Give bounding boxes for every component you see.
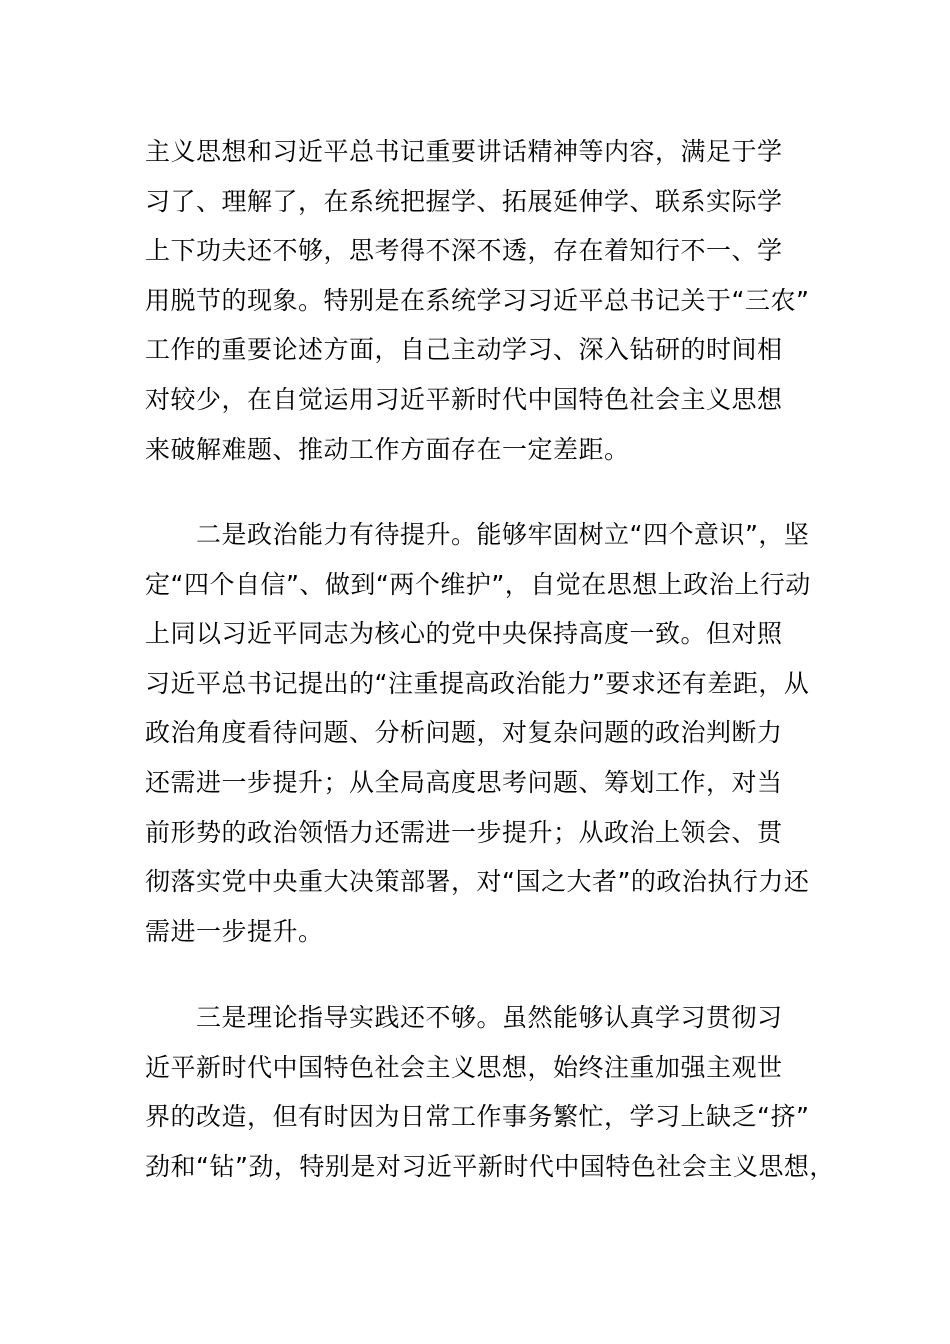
text-line: 彻落实党中央重大决策部署，对“国之大者”的政治执行力还 — [145, 867, 810, 897]
text-line: 还需进一步提升；从全局高度思考问题、筹划工作，对当 — [145, 767, 783, 797]
text-line: 近平新时代中国特色社会主义思想，始终注重加强主观世 — [145, 1052, 783, 1082]
text-line: 政治角度看待问题、分析问题，对复杂问题的政治判断力 — [145, 718, 783, 748]
text-line: 劲和“钻”劲，特别是对习近平新时代中国特色社会主义思想， — [145, 1151, 835, 1181]
text-line: 三是理论指导实践还不够。虽然能够认真学习贯彻习 — [145, 1003, 783, 1032]
text-line: 上下功夫还不够，思考得不深不透，存在着知行不一、学 — [145, 236, 783, 266]
text-line: 上同以习近平同志为核心的党中央保持高度一致。但对照 — [145, 619, 783, 649]
text-line: 需进一步提升。 — [145, 916, 324, 946]
text-line: 二是政治能力有待提升。能够牢固树立“四个意识”，坚 — [145, 520, 810, 549]
text-line: 用脱节的现象。特别是在系统学习习近平总书记关于“三农” — [145, 285, 810, 315]
paragraph-1 — [145, 127, 825, 474]
text-line: 主义思想和习近平总书记重要讲话精神等内容，满足于学 — [145, 137, 783, 166]
text-line: 定“四个自信”、做到“两个维护”，自觉在思想上政治上行动 — [145, 569, 811, 599]
text-line: 习了、理解了，在系统把握学、拓展延伸学、联系实际学 — [145, 186, 783, 216]
text-line: 对较少，在自觉运用习近平新时代中国特色社会主义思想 — [145, 384, 783, 414]
text-line: 前形势的政治领悟力还需进一步提升；从政治上领会、贯 — [145, 817, 783, 847]
text-line: 界的改造，但有时因为日常工作事务繁忙，学习上缺乏“挤” — [145, 1102, 810, 1132]
text-line: 习近平总书记提出的“注重提高政治能力”要求还有差距，从 — [145, 668, 810, 698]
paragraph-3 — [145, 993, 835, 1191]
paragraph-2 — [145, 510, 825, 956]
text-line: 工作的重要论述方面，自己主动学习、深入钻研的时间相 — [145, 335, 783, 365]
text-line: 来破解难题、推动工作方面存在一定差距。 — [145, 434, 630, 464]
